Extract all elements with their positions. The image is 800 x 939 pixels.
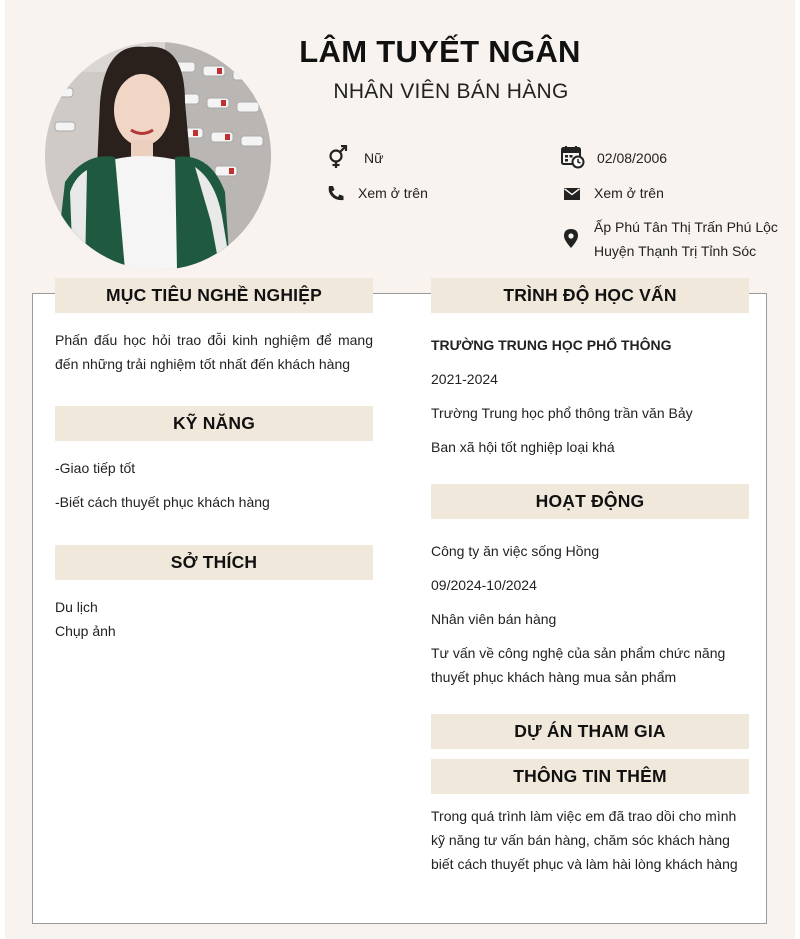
skill-item: -Biết cách thuyết phục khách hàng — [55, 494, 270, 510]
more-info-line-2: kỹ năng tư vấn bán hàng, chăm sóc khách hàng — [431, 832, 730, 848]
skills-heading: KỸ NĂNG — [55, 406, 373, 441]
phone-icon — [327, 185, 345, 206]
education-period: 2021-2024 — [431, 371, 498, 387]
more-info-line-1: Trong quá trình làm việc em đã trao dồi cho mình — [431, 808, 737, 824]
activity-period: 09/2024-10/2024 — [431, 577, 537, 593]
activity-position: Nhân viên bán hàng — [431, 611, 557, 627]
objective-line-1: Phấn đấu học hỏi trao đỗi kinh nghiệm để mang — [55, 332, 373, 348]
envelope-icon — [564, 187, 580, 205]
address-line-2: Huyện Thạnh Trị Tỉnh Sóc — [594, 243, 757, 259]
activity-company: Công ty ăn việc sống Hồng — [431, 543, 600, 559]
full-name: LÂM TUYẾT NGÂN — [299, 34, 581, 69]
profile-photo — [45, 42, 271, 270]
skill-item: -Giao tiếp tốt — [55, 460, 136, 476]
activity-desc-line-2: thuyết phục khách hàng mua sản phẩm — [431, 669, 677, 685]
projects-heading: DỰ ÁN THAM GIA — [431, 714, 749, 749]
phone-value: Xem ở trên — [358, 185, 428, 201]
address-line-1: Ấp Phú Tân Thị Trấn Phú Lộc — [594, 219, 778, 235]
birthdate-value: 02/08/2006 — [597, 150, 668, 166]
hobby-item: Du lịch — [55, 599, 98, 615]
education-school-type: TRƯỜNG TRUNG HỌC PHỔ THÔNG — [431, 337, 672, 353]
hobby-item: Chụp ảnh — [55, 623, 116, 639]
education-school-name: Trường Trung học phổ thông trần văn Bảy — [431, 405, 693, 421]
gender-icon — [327, 145, 349, 174]
activity-desc-line-1: Tư vấn về công nghệ của sản phẩm chức năng — [431, 645, 726, 661]
hobbies-heading: SỞ THÍCH — [55, 545, 373, 580]
objective-line-2: đến những trải nghiệm tốt nhất đến khách hàng — [55, 356, 351, 372]
gender-value: Nữ — [364, 150, 384, 166]
activities-heading: HOẠT ĐỘNG — [431, 484, 749, 519]
more-info-heading: THÔNG TIN THÊM — [431, 759, 749, 794]
education-heading: TRÌNH ĐỘ HỌC VẤN — [431, 278, 749, 313]
job-title: NHÂN VIÊN BÁN HÀNG — [333, 80, 569, 103]
calendar-icon — [561, 145, 585, 174]
more-info-line-3: biết cách thuyết phục và làm hài lòng khách hàng — [431, 856, 738, 872]
education-result: Ban xã hội tốt nghiệp loại khá — [431, 439, 615, 455]
email-value: Xem ở trên — [594, 185, 664, 201]
location-pin-icon — [564, 229, 578, 253]
objective-heading: MỤC TIÊU NGHỀ NGHIỆP — [55, 278, 373, 313]
